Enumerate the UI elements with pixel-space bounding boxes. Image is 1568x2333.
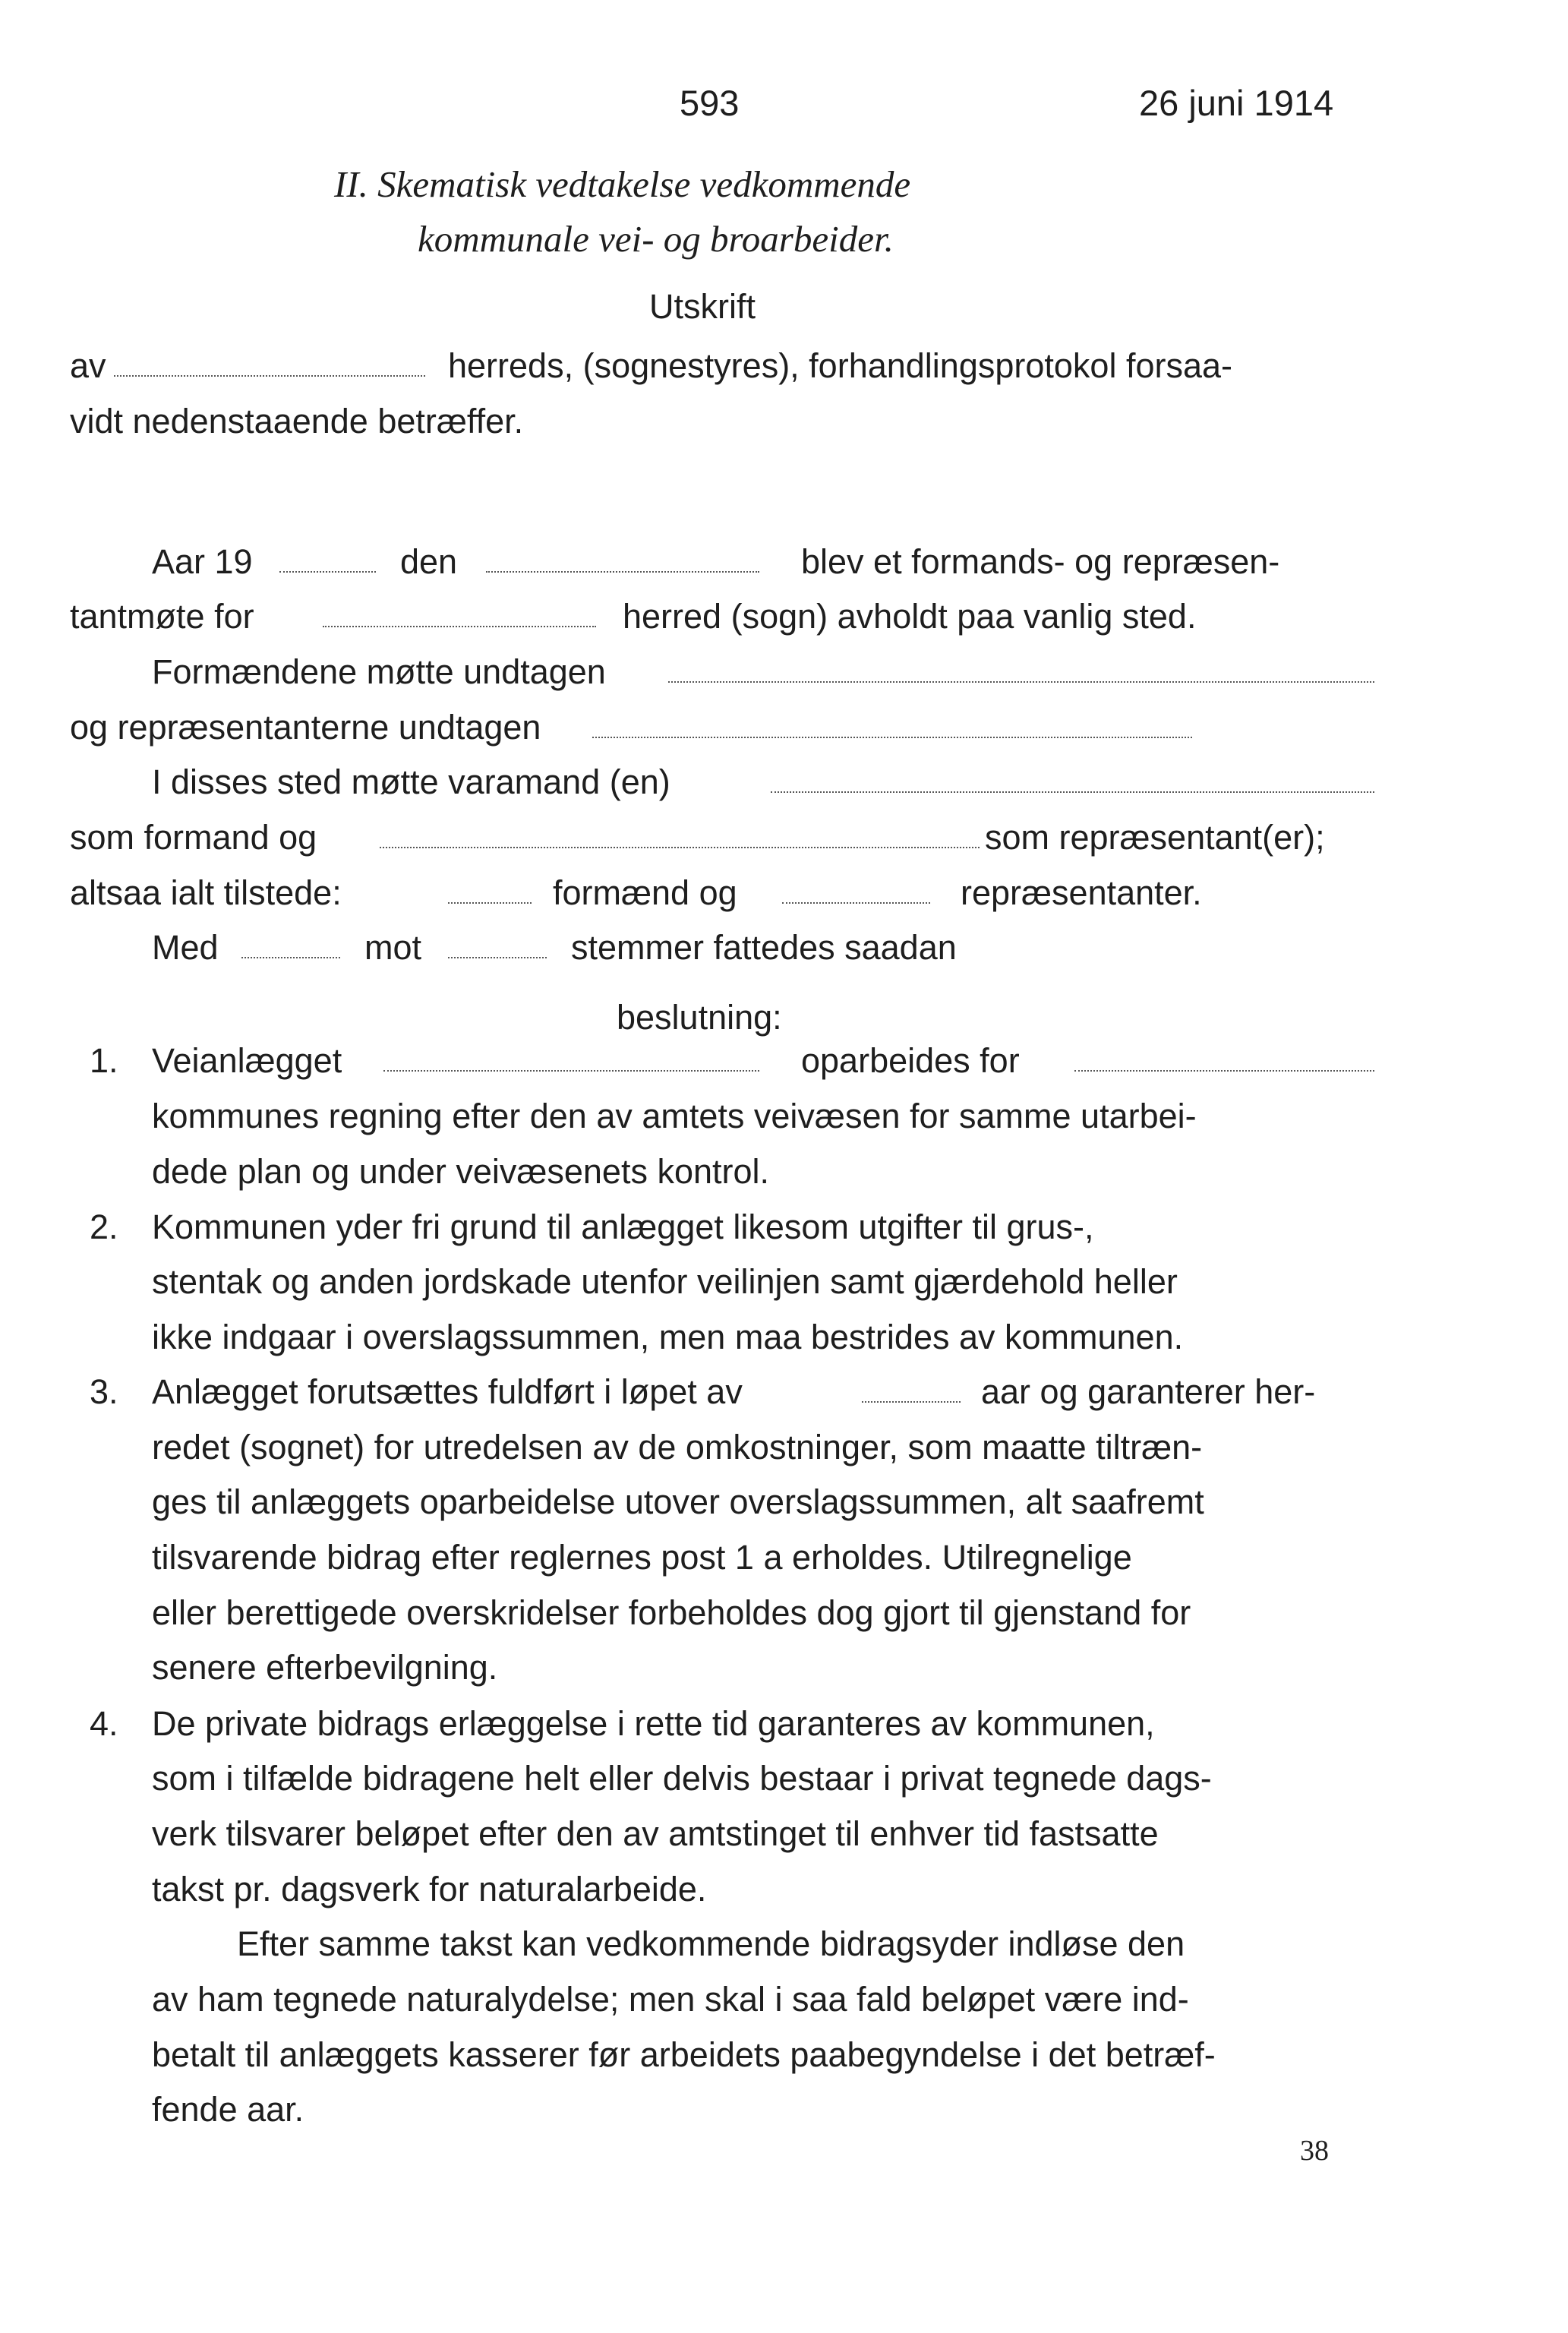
meeting-text: mot: [364, 928, 422, 967]
meeting-text: stemmer fattedes saadan: [571, 928, 957, 967]
fill-in-blank-date: [486, 570, 759, 573]
document-title-line-2: kommunale vei- og broarbeider.: [418, 218, 894, 260]
item-3-line-2: [0, 1425, 1568, 1470]
item-text: verk tilsvarer beløpet efter den av amtstinget til enhver tid fastsatte: [152, 1814, 1159, 1853]
item-4-line-3: [0, 1811, 1568, 1857]
intro-line-1: [0, 343, 1568, 389]
meeting-line-7: [0, 870, 1568, 916]
fill-in-blank-formand: [380, 845, 980, 848]
item-number: 1.: [90, 1041, 118, 1080]
paragraph-text: Efter samme takst kan vedkommende bidragsyder indløse den: [237, 1924, 1185, 1963]
paragraph-text: betalt til anlæggets kasserer før arbeidets paabegyndelse i det betræf-: [152, 2035, 1216, 2074]
meeting-text: Med: [152, 928, 219, 967]
meeting-text: Formændene møtte undtagen: [152, 652, 606, 691]
item-text: De private bidrags erlæggelse i rette tid garanteres av kommunen,: [152, 1704, 1155, 1743]
meeting-line-6: [0, 815, 1568, 860]
item-text: tilsvarende bidrag efter reglernes post 1 a erholdes. Utilregnelige: [152, 1538, 1132, 1577]
meeting-text: og repræsentanterne undtagen: [70, 708, 541, 747]
paragraph-line-1: [0, 1921, 1568, 1967]
meeting-text: formænd og: [553, 873, 737, 912]
meeting-text: I disses sted møtte varamand (en): [152, 762, 670, 801]
item-number: 3.: [90, 1372, 118, 1411]
meeting-line-4: [0, 705, 1568, 750]
item-2-line-1: [0, 1204, 1568, 1250]
item-3-line-5: [0, 1590, 1568, 1636]
intro-text: herreds, (sognestyres), forhandlingsprotokol forsaa-: [448, 346, 1233, 385]
item-text: Veianlægget: [152, 1041, 342, 1080]
document-title-line-1: II. Skematisk vedtakelse vedkommende: [334, 163, 911, 205]
item-text: stentak og anden jordskade utenfor veilinjen samt gjærdehold heller: [152, 1262, 1178, 1301]
fill-in-blank-herred: [323, 624, 596, 627]
fill-in-blank-formaend-count: [448, 901, 532, 904]
item-text: oparbeides for: [801, 1041, 1020, 1080]
fill-in-blank-kommune: [1074, 1069, 1374, 1072]
intro-line-2: [0, 399, 1568, 444]
fill-in-blank-herred: [114, 374, 425, 377]
item-text: takst pr. dagsverk for naturalarbeide.: [152, 1870, 707, 1908]
item-text: senere efterbevilgning.: [152, 1648, 498, 1687]
fill-in-blank-absent-representatives: [592, 735, 1192, 738]
item-1-line-3: [0, 1149, 1568, 1195]
item-text: Kommunen yder fri grund til anlægget likesom utgifter til grus-,: [152, 1208, 1094, 1246]
item-text: kommunes regning efter den av amtets veivæsen for samme utarbei-: [152, 1097, 1197, 1135]
fill-in-blank-varamand: [771, 790, 1374, 793]
meeting-year-label: Aar 19: [152, 542, 253, 581]
item-1-line-2: [0, 1094, 1568, 1139]
fill-in-blank-veianlaegget: [383, 1069, 759, 1072]
item-number: 4.: [90, 1704, 118, 1743]
sheet-number: 38: [1300, 2135, 1329, 2167]
item-2-line-2: [0, 1259, 1568, 1305]
meeting-text: tantmøte for: [70, 597, 254, 636]
page-number: 593: [680, 83, 740, 123]
fill-in-blank-representatives-count: [782, 901, 930, 904]
meeting-line-3: [0, 649, 1568, 695]
item-text: redet (sognet) for utredelsen av de omkostninger, som maatte tiltræn-: [152, 1428, 1203, 1466]
item-1-line-1: [0, 1038, 1568, 1084]
document-subtitle: Utskrift: [649, 287, 756, 326]
meeting-text: blev et formands- og repræsen-: [801, 542, 1280, 581]
item-4-line-2: [0, 1756, 1568, 1801]
fill-in-blank-votes-against: [448, 955, 547, 958]
item-text: ges til anlæggets oparbeidelse utover overslagssummen, alt saafremt: [152, 1482, 1204, 1521]
meeting-text: herred (sogn) avholdt paa vanlig sted.: [623, 597, 1197, 636]
fill-in-blank-year: [279, 570, 376, 573]
meeting-text: altsaa ialt tilstede:: [70, 873, 342, 912]
meeting-date-label: den: [400, 542, 458, 581]
item-text: eller berettigede overskridelser forbeholdes dog gjort til gjenstand for: [152, 1593, 1191, 1632]
meeting-text: repræsentanter.: [961, 873, 1202, 912]
decision-heading-line: [0, 995, 1568, 1040]
document-date: 26 juni 1914: [1139, 83, 1334, 123]
paragraph-text: av ham tegnede naturalydelse; men skal i saa fald beløpet være ind-: [152, 1980, 1189, 2019]
item-3-line-1: [0, 1369, 1568, 1415]
decision-heading: beslutning:: [617, 998, 782, 1037]
meeting-text: som repræsentant(er);: [985, 818, 1325, 857]
intro-av: av: [70, 346, 106, 385]
meeting-text: som formand og: [70, 818, 317, 857]
paragraph-line-2: [0, 1977, 1568, 2022]
meeting-line-5: [0, 759, 1568, 805]
item-2-line-3: [0, 1315, 1568, 1360]
paragraph-line-3: [0, 2032, 1568, 2078]
item-text: aar og garanterer her-: [981, 1372, 1316, 1411]
meeting-line-1: [0, 539, 1568, 585]
item-text: Anlægget forutsættes fuldført i løpet av: [152, 1372, 743, 1411]
fill-in-blank-aar: [862, 1400, 961, 1403]
paragraph-line-4: [0, 2087, 1568, 2133]
meeting-line-8: [0, 925, 1568, 971]
item-text: ikke indgaar i overslagssummen, men maa bestrides av kommunen.: [152, 1318, 1184, 1356]
paragraph-text: fende aar.: [152, 2090, 304, 2129]
item-4-line-1: [0, 1701, 1568, 1747]
fill-in-blank-votes-for: [241, 955, 340, 958]
fill-in-blank-absent-formaend: [668, 680, 1374, 683]
item-3-line-3: [0, 1479, 1568, 1525]
item-3-line-6: [0, 1645, 1568, 1691]
intro-text: vidt nedenstaaende betræffer.: [70, 402, 524, 440]
item-text: som i tilfælde bidragene helt eller delvis bestaar i privat tegnede dags-: [152, 1759, 1212, 1798]
meeting-line-2: [0, 594, 1568, 639]
item-3-line-4: [0, 1535, 1568, 1580]
item-number: 2.: [90, 1208, 118, 1246]
item-text: dede plan og under veivæsenets kontrol.: [152, 1152, 770, 1191]
item-4-line-4: [0, 1867, 1568, 1912]
